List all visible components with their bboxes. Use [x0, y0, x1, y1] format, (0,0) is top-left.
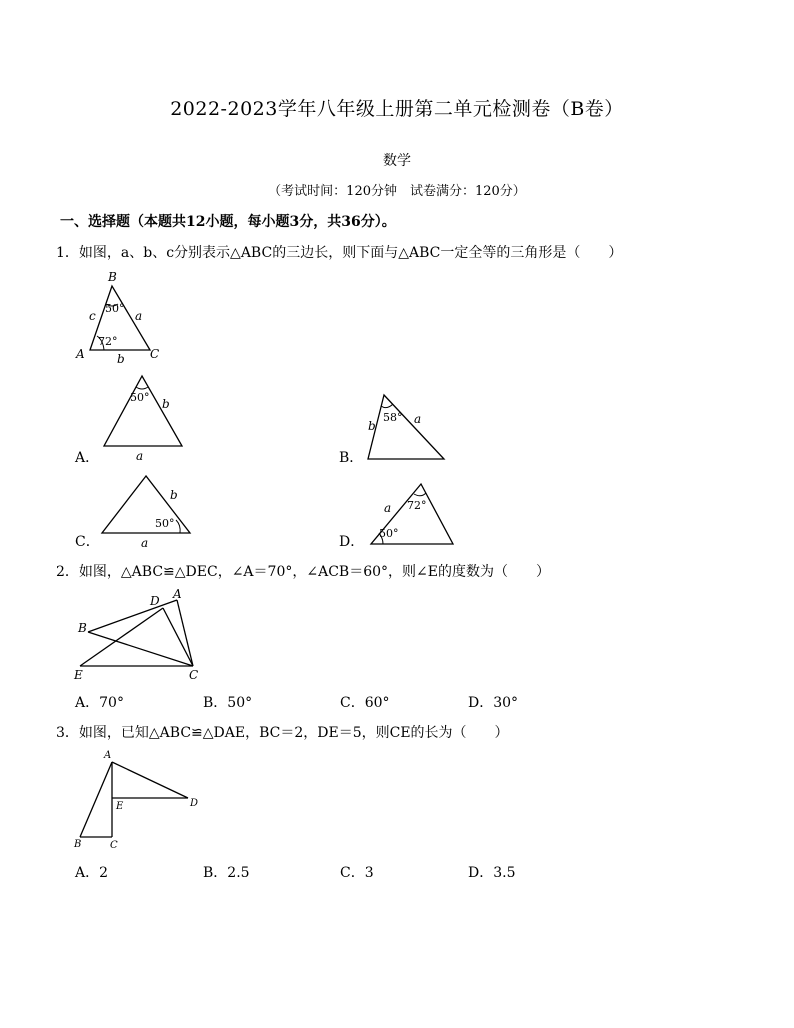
q1-vertex-c: C — [150, 347, 160, 361]
q1-side-b: b — [117, 352, 125, 366]
question-3-text: 3．如图，已知△ABC≌△DAE，BC＝2，DE＝5，则CE的长为（ ） — [56, 725, 509, 741]
svg-text:b: b — [170, 488, 178, 502]
q2-option-a[interactable]: A．70° — [75, 695, 124, 711]
q3-option-d[interactable]: D．3.5 — [468, 865, 516, 881]
svg-text:a: a — [414, 412, 422, 426]
svg-text:E: E — [74, 668, 83, 682]
page-title: 2022-2023学年八年级上册第二单元检测卷（B卷） — [170, 98, 624, 120]
svg-text:E: E — [116, 801, 124, 812]
svg-text:A: A — [173, 587, 182, 601]
svg-text:D: D — [190, 798, 199, 809]
svg-text:C: C — [189, 668, 199, 682]
q1-side-c: c — [89, 309, 96, 323]
q2-figure — [72, 588, 212, 683]
q1-main-figure — [72, 268, 172, 366]
q1-angle-b: 50° — [105, 302, 125, 315]
q1-vertex-b: B — [108, 270, 117, 284]
q3-figure — [70, 748, 210, 856]
q1-option-b-figure — [362, 390, 452, 465]
q1-option-c[interactable]: C． — [75, 534, 100, 550]
svg-text:58°: 58° — [383, 411, 403, 424]
svg-text:50°: 50° — [155, 517, 175, 530]
q1-option-b[interactable]: B． — [339, 450, 364, 466]
svg-text:D: D — [150, 594, 160, 608]
svg-text:a: a — [136, 449, 144, 463]
q2-option-d[interactable]: D．30° — [468, 695, 519, 711]
svg-text:A: A — [104, 750, 112, 761]
q1-option-a[interactable]: A． — [75, 450, 100, 466]
question-1-text: 1．如图，a、b、c分别表示△ABC的三边长，则下面与△ABC一定全等的三角形是（ ） — [56, 245, 623, 261]
q1-option-c-figure — [98, 472, 198, 552]
question-2-text: 2．如图，△ABC≌△DEC，∠A＝70°，∠ACB＝60°，则∠E的度数为（ ） — [56, 564, 550, 580]
subject-label: 数学 — [383, 153, 411, 169]
q2-option-b[interactable]: B．50° — [203, 695, 253, 711]
q1-side-a: a — [135, 309, 143, 323]
svg-text:a: a — [141, 536, 149, 550]
svg-text:50°: 50° — [130, 391, 150, 404]
exam-meta: （考试时间：120分钟 试卷满分：120分） — [268, 184, 526, 199]
svg-text:72°: 72° — [407, 499, 427, 512]
section-heading: 一、选择题（本题共12小题，每小题3分，共36分）。 — [60, 214, 396, 230]
svg-text:B: B — [74, 839, 82, 850]
svg-text:B: B — [78, 621, 87, 635]
q3-option-b[interactable]: B．2.5 — [203, 865, 250, 881]
q1-angle-a: 72° — [98, 335, 118, 348]
svg-text:a: a — [384, 501, 392, 515]
q2-option-c[interactable]: C．60° — [340, 695, 390, 711]
q3-option-a[interactable]: A．2 — [75, 865, 109, 881]
svg-text:C: C — [110, 840, 118, 851]
q3-option-c[interactable]: C．3 — [340, 865, 374, 881]
q1-option-d[interactable]: D． — [339, 534, 365, 550]
q1-option-a-figure — [98, 370, 193, 465]
svg-text:50°: 50° — [379, 527, 399, 540]
svg-text:b: b — [162, 397, 170, 411]
q1-vertex-a: A — [76, 347, 85, 361]
q1-option-d-figure — [365, 478, 460, 548]
svg-text:b: b — [368, 419, 376, 433]
